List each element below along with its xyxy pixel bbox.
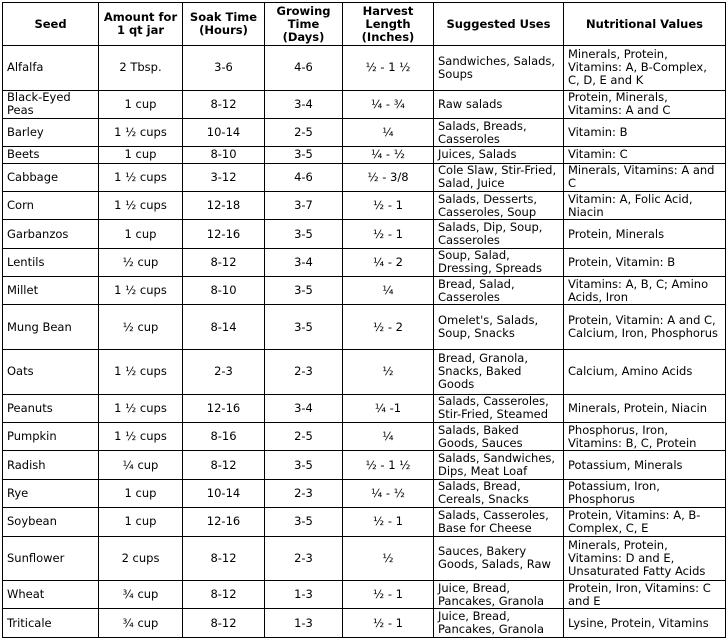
harvest-length-cell: ½ - 1 ½ — [343, 451, 434, 479]
seed-cell: Wheat — [3, 581, 99, 609]
seed-cell: Soybean — [3, 508, 99, 536]
table-row — [3, 220, 726, 248]
seed-cell: Cabbage — [3, 163, 99, 191]
harvest-length-cell: ¼ — [343, 277, 434, 305]
suggested-uses-cell: Sandwiches, Salads, Soups — [434, 46, 564, 91]
table-row — [3, 191, 726, 219]
amount-cell: 1 ½ cups — [99, 423, 183, 451]
nutritional-values-cell: Potassium, Iron, Phosphorus — [564, 479, 726, 507]
nutritional-values-cell: Protein, Vitamins: A, B-Complex, C, E — [564, 508, 726, 536]
amount-cell: 1 ½ cups — [99, 163, 183, 191]
suggested-uses-cell: Salads, Desserts, Casseroles, Soup — [434, 191, 564, 219]
table-row — [3, 609, 726, 638]
soak-time-cell: 8-12 — [183, 536, 265, 581]
sprouting-seed-table — [2, 2, 726, 638]
amount-cell: ¼ cup — [99, 451, 183, 479]
harvest-length-cell: ¼ — [343, 423, 434, 451]
table-row — [3, 508, 726, 536]
growing-time-cell: 3-5 — [265, 305, 343, 350]
amount-cell: 1 ½ cups — [99, 191, 183, 219]
growing-time-cell: 4-6 — [265, 163, 343, 191]
nutritional-values-cell: Protein, Iron, Vitamins: C and E — [564, 581, 726, 609]
nutritional-values-cell: Vitamin: C — [564, 147, 726, 163]
suggested-uses-cell: Salads, Breads, Casseroles — [434, 118, 564, 146]
nutritional-values-cell: Lysine, Protein, Vitamins — [564, 609, 726, 638]
harvest-length-cell: ½ - 1 — [343, 191, 434, 219]
soak-time-cell: 8-10 — [183, 147, 265, 163]
suggested-uses-cell: Bread, Salad, Casseroles — [434, 277, 564, 305]
harvest-length-cell: ¼ - ¾ — [343, 90, 434, 118]
seed-cell: Triticale — [3, 609, 99, 638]
soak-time-cell: 8-12 — [183, 248, 265, 276]
nutritional-values-cell: Minerals, Protein, Niacin — [564, 394, 726, 422]
harvest-length-cell: ¼ -1 — [343, 394, 434, 422]
table-row — [3, 423, 726, 451]
seed-cell: Beets — [3, 147, 99, 163]
table-row — [3, 147, 726, 163]
harvest-length-cell: ¼ — [343, 118, 434, 146]
seed-cell: Barley — [3, 118, 99, 146]
table-body — [3, 46, 726, 638]
table-row — [3, 479, 726, 507]
seed-cell: Rye — [3, 479, 99, 507]
nutritional-values-cell: Minerals, Protein, Vitamins: D and E, Unsaturated Fatty Acids — [564, 536, 726, 581]
harvest-length-cell: ½ - 2 — [343, 305, 434, 350]
amount-cell: 1 ½ cups — [99, 394, 183, 422]
harvest-length-cell: ½ - 1 — [343, 581, 434, 609]
amount-cell: 1 ½ cups — [99, 350, 183, 395]
amount-cell: 2 Tbsp. — [99, 46, 183, 91]
growing-time-cell: 3-5 — [265, 147, 343, 163]
header-amount: Amount for 1 qt jar — [99, 3, 183, 46]
seed-cell: Radish — [3, 451, 99, 479]
suggested-uses-cell: Omelet's, Salads, Soup, Snacks — [434, 305, 564, 350]
soak-time-cell: 8-12 — [183, 609, 265, 638]
header-nutritional-values: Nutritional Values — [564, 3, 726, 46]
suggested-uses-cell: Salads, Baked Goods, Sauces — [434, 423, 564, 451]
table-row — [3, 46, 726, 91]
nutritional-values-cell: Calcium, Amino Acids — [564, 350, 726, 395]
amount-cell: 1 ½ cups — [99, 118, 183, 146]
header-seed: Seed — [3, 3, 99, 46]
seed-cell: Alfalfa — [3, 46, 99, 91]
soak-time-cell: 8-10 — [183, 277, 265, 305]
seed-cell: Oats — [3, 350, 99, 395]
harvest-length-cell: ½ — [343, 536, 434, 581]
growing-time-cell: 3-5 — [265, 451, 343, 479]
header-row — [3, 3, 726, 46]
harvest-length-cell: ½ - 3/8 — [343, 163, 434, 191]
amount-cell: 1 cup — [99, 508, 183, 536]
table-row — [3, 305, 726, 350]
growing-time-cell: 3-4 — [265, 394, 343, 422]
table-row — [3, 90, 726, 118]
seed-cell: Peanuts — [3, 394, 99, 422]
soak-time-cell: 3-12 — [183, 163, 265, 191]
seed-cell: Sunflower — [3, 536, 99, 581]
seed-cell: Garbanzos — [3, 220, 99, 248]
seed-cell: Millet — [3, 277, 99, 305]
suggested-uses-cell: Raw salads — [434, 90, 564, 118]
soak-time-cell: 8-12 — [183, 451, 265, 479]
seed-cell: Corn — [3, 191, 99, 219]
soak-time-cell: 8-14 — [183, 305, 265, 350]
amount-cell: ½ cup — [99, 305, 183, 350]
amount-cell: 1 cup — [99, 220, 183, 248]
table-row — [3, 394, 726, 422]
harvest-length-cell: ¼ - ½ — [343, 147, 434, 163]
growing-time-cell: 3-5 — [265, 277, 343, 305]
harvest-length-cell: ½ - 1 ½ — [343, 46, 434, 91]
nutritional-values-cell: Vitamin: B — [564, 118, 726, 146]
seed-cell: Mung Bean — [3, 305, 99, 350]
growing-time-cell: 1-3 — [265, 581, 343, 609]
table-row — [3, 248, 726, 276]
nutritional-values-cell: Potassium, Minerals — [564, 451, 726, 479]
nutritional-values-cell: Protein, Minerals, Vitamins: A and C — [564, 90, 726, 118]
soak-time-cell: 10-14 — [183, 479, 265, 507]
suggested-uses-cell: Juice, Bread, Pancakes, Granola — [434, 609, 564, 638]
growing-time-cell: 3-4 — [265, 248, 343, 276]
header-soak-time: Soak Time (Hours) — [183, 3, 265, 46]
nutritional-values-cell: Phosphorus, Iron, Vitamins: B, C, Protein — [564, 423, 726, 451]
amount-cell: ¾ cup — [99, 609, 183, 638]
seed-cell: Lentils — [3, 248, 99, 276]
table-row — [3, 350, 726, 395]
nutritional-values-cell: Minerals, Vitamins: A and C — [564, 163, 726, 191]
soak-time-cell: 8-16 — [183, 423, 265, 451]
growing-time-cell: 2-3 — [265, 479, 343, 507]
suggested-uses-cell: Salads, Casseroles, Stir-Fried, Steamed — [434, 394, 564, 422]
soak-time-cell: 8-12 — [183, 581, 265, 609]
suggested-uses-cell: Cole Slaw, Stir-Fried, Salad, Juice — [434, 163, 564, 191]
soak-time-cell: 2-3 — [183, 350, 265, 395]
harvest-length-cell: ¼ - 2 — [343, 248, 434, 276]
table-row — [3, 581, 726, 609]
growing-time-cell: 2-5 — [265, 423, 343, 451]
harvest-length-cell: ½ — [343, 350, 434, 395]
suggested-uses-cell: Juices, Salads — [434, 147, 564, 163]
amount-cell: 1 ½ cups — [99, 277, 183, 305]
suggested-uses-cell: Soup, Salad, Dressing, Spreads — [434, 248, 564, 276]
soak-time-cell: 10-14 — [183, 118, 265, 146]
growing-time-cell: 2-3 — [265, 536, 343, 581]
soak-time-cell: 12-16 — [183, 508, 265, 536]
growing-time-cell: 3-5 — [265, 220, 343, 248]
suggested-uses-cell: Juice, Bread, Pancakes, Granola — [434, 581, 564, 609]
harvest-length-cell: ¼ - ½ — [343, 479, 434, 507]
suggested-uses-cell: Salads, Bread, Cereals, Snacks — [434, 479, 564, 507]
soak-time-cell: 12-16 — [183, 220, 265, 248]
nutritional-values-cell: Protein, Vitamin: B — [564, 248, 726, 276]
growing-time-cell: 3-4 — [265, 90, 343, 118]
table-row — [3, 118, 726, 146]
soak-time-cell: 12-16 — [183, 394, 265, 422]
amount-cell: 1 cup — [99, 479, 183, 507]
table-row — [3, 163, 726, 191]
suggested-uses-cell: Sauces, Bakery Goods, Salads, Raw — [434, 536, 564, 581]
growing-time-cell: 2-5 — [265, 118, 343, 146]
suggested-uses-cell: Bread, Granola, Snacks, Baked Goods — [434, 350, 564, 395]
growing-time-cell: 1-3 — [265, 609, 343, 638]
seed-cell: Black-Eyed Peas — [3, 90, 99, 118]
amount-cell: ¾ cup — [99, 581, 183, 609]
amount-cell: 1 cup — [99, 147, 183, 163]
suggested-uses-cell: Salads, Casseroles, Base for Cheese — [434, 508, 564, 536]
table-row — [3, 451, 726, 479]
nutritional-values-cell: Vitamins: A, B, C; Amino Acids, Iron — [564, 277, 726, 305]
suggested-uses-cell: Salads, Sandwiches, Dips, Meat Loaf — [434, 451, 564, 479]
soak-time-cell: 3-6 — [183, 46, 265, 91]
header-harvest-length: Harvest Length (Inches) — [343, 3, 434, 46]
growing-time-cell: 2-3 — [265, 350, 343, 395]
harvest-length-cell: ½ - 1 — [343, 220, 434, 248]
amount-cell: ½ cup — [99, 248, 183, 276]
growing-time-cell: 3-7 — [265, 191, 343, 219]
growing-time-cell: 4-6 — [265, 46, 343, 91]
seed-cell: Pumpkin — [3, 423, 99, 451]
amount-cell: 1 cup — [99, 90, 183, 118]
soak-time-cell: 12-18 — [183, 191, 265, 219]
header-suggested-uses: Suggested Uses — [434, 3, 564, 46]
nutritional-values-cell: Vitamin: A, Folic Acid, Niacin — [564, 191, 726, 219]
table-row — [3, 277, 726, 305]
nutritional-values-cell: Protein, Vitamin: A and C, Calcium, Iron, Phosphorus — [564, 305, 726, 350]
growing-time-cell: 3-5 — [265, 508, 343, 536]
soak-time-cell: 8-12 — [183, 90, 265, 118]
nutritional-values-cell: Protein, Minerals — [564, 220, 726, 248]
table-row — [3, 536, 726, 581]
header-growing-time: Growing Time (Days) — [265, 3, 343, 46]
harvest-length-cell: ½ - 1 — [343, 508, 434, 536]
harvest-length-cell: ½ - 1 — [343, 609, 434, 638]
amount-cell: 2 cups — [99, 536, 183, 581]
nutritional-values-cell: Minerals, Protein, Vitamins: A, B-Complex, C, D, E and K — [564, 46, 726, 91]
suggested-uses-cell: Salads, Dip, Soup, Casseroles — [434, 220, 564, 248]
